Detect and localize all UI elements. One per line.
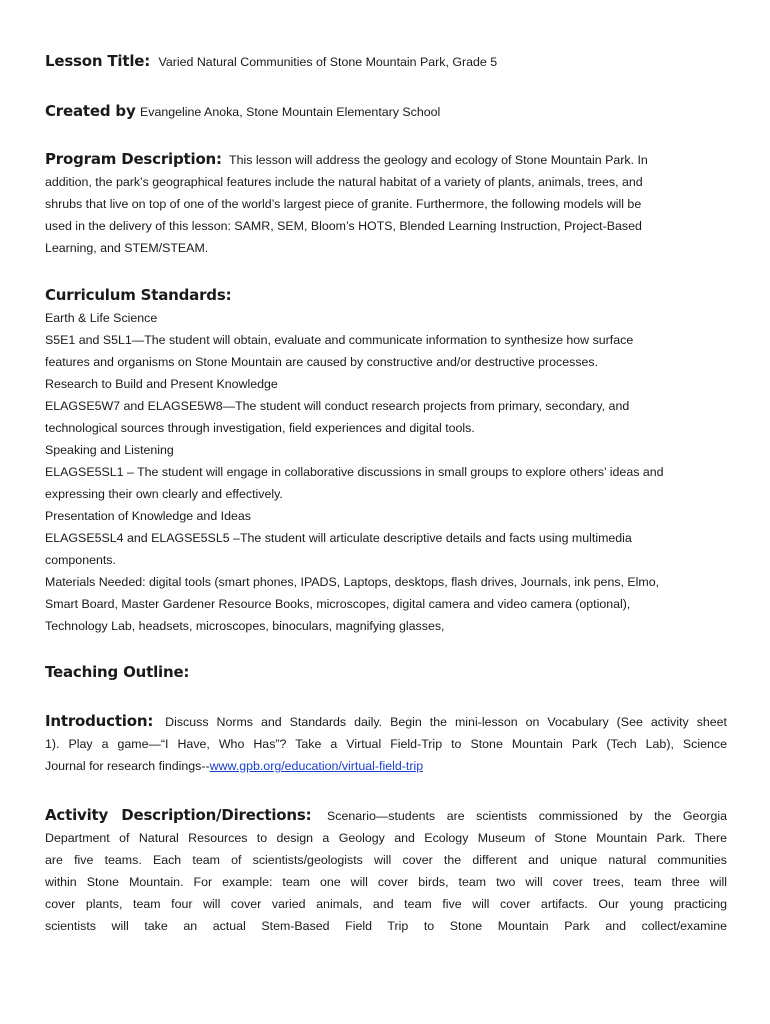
activity-line: are five teams. Each team of scientists/geologists will cover the different and unique natural communities [45,853,727,867]
standards-line: expressing their own clearly and effectively. [45,487,283,501]
standards-line: Earth & Life Science [45,311,158,325]
materials-line: Smart Board, Master Gardener Resource Books, microscopes, digital camera and video camera (optional), [45,597,631,611]
standards-line: features and organisms on Stone Mountain are caused by constructive and/or destructive processes. [45,355,599,369]
curriculum-standards-heading: Curriculum Standards: [45,286,232,304]
activity-section [45,804,727,937]
standards-line: ELAGSE5W7 and ELAGSE5W8—The student will conduct research projects from primary, secondary, and [45,399,630,413]
standards-line: Speaking and Listening [45,443,174,457]
created-by-label: Created by [45,102,136,120]
materials-line: Technology Lab, headsets, microscopes, binoculars, magnifying glasses, [45,619,445,633]
activity-line: cover plants, team four will cover varied animals, and team five will cover artifacts. Our young practicing [45,897,727,911]
lesson-title-label: Lesson Title: [45,52,151,70]
virtual-field-trip-link[interactable]: www.gpb.org/education/virtual-field-trip [209,759,424,773]
program-description-section [45,148,727,259]
curriculum-standards-section [45,284,727,637]
introduction-label: Introduction: [45,712,154,730]
program-description-label: Program Description: [45,150,222,168]
created-by-row [45,100,440,123]
created-by-value: Evangeline Anoka, Stone Mountain Elementary School [139,105,441,119]
introduction-line: 1). Play a game—“I Have, Who Has”? Take a Virtual Field-Trip to Stone Mountain Park (Tech Lab), Science [45,737,727,751]
standards-line: technological sources through investigation, field experiences and digital tools. [45,421,475,435]
program-description-line: addition, the park’s geographical features include the natural habitat of a variety of plants, animals, trees, and [45,175,643,189]
program-description-line: Learning, and STEM/STEAM. [45,241,209,255]
introduction-line: Journal for research findings-- [45,759,210,773]
activity-line: within Stone Mountain. For example: team one will cover birds, team two will cover trees, team three will [45,875,727,889]
standards-line: ELAGSE5SL4 and ELAGSE5SL5 –The student will articulate descriptive details and facts using multimedia [45,531,632,545]
standards-line: ELAGSE5SL1 – The student will engage in collaborative discussions in small groups to explore others’ ideas and [45,465,664,479]
introduction-line: Discuss Norms and Standards daily. Begin the mini-lesson on Vocabulary (See activity sheet [165,715,728,729]
introduction-section [45,710,727,777]
teaching-outline-heading: Teaching Outline: [45,663,190,681]
program-description-line: This lesson will address the geology and ecology of Stone Mountain Park. In [229,153,648,167]
lesson-title-row [45,50,497,73]
teaching-outline-section [45,661,189,684]
activity-line: Scenario—students are scientists commissioned by the Georgia [326,809,727,823]
program-description-line: used in the delivery of this lesson: SAMR, SEM, Bloom’s HOTS, Blended Learning Instruction, Project-Based [45,219,642,233]
program-description-line: shrubs that live on top of one of the world’s largest piece of granite. Furthermore, the following models will be [45,197,642,211]
standards-line: Research to Build and Present Knowledge [45,377,278,391]
standards-line: S5E1 and S5L1—The student will obtain, evaluate and communicate information to synthesize how surface [45,333,634,347]
activity-label: Activity Description/Directions: [45,806,312,824]
activity-line: Department of Natural Resources to design a Geology and Ecology Museum of Stone Mountain Park. There [45,831,727,845]
materials-line: Materials Needed: digital tools (smart phones, IPADS, Laptops, desktops, flash drives, Journals, ink pens, Elmo, [45,575,660,589]
standards-line: components. [45,553,116,567]
activity-line: scientists will take an actual Stem-Based Field Trip to Stone Mountain Park and collect/examine [45,919,727,933]
lesson-title-value: Varied Natural Communities of Stone Mountain Park, Grade 5 [158,55,498,69]
standards-line: Presentation of Knowledge and Ideas [45,509,251,523]
